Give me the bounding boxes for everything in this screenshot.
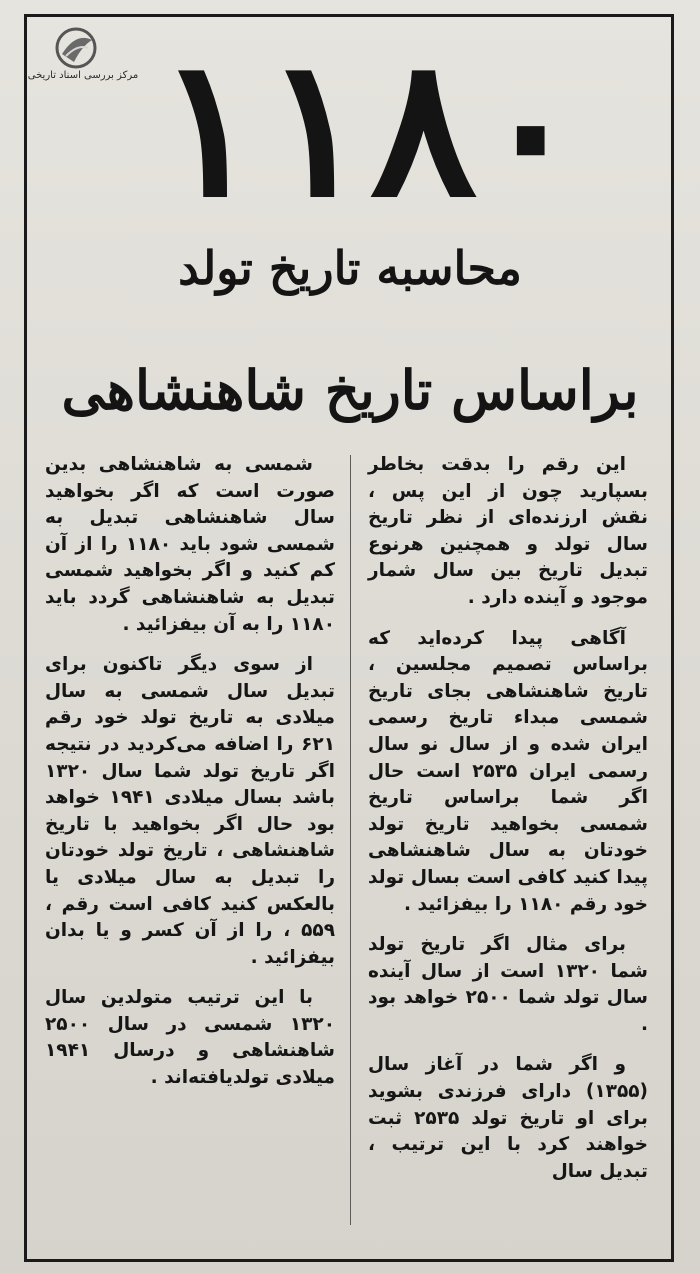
- paragraph: برای مثال اگر تاریخ تولد شما ۱۳۲۰ است از سال آینده سال تولد شما ۲۵۰۰ خواهد بود .: [368, 934, 649, 1035]
- paragraph: با این ترتیب متولدین سال ۱۳۲۰ شمسی در سال ۲۵۰۰ شاهنشاهی و درسال ۱۹۴۱ میلادی تولدیافته‌اند .: [45, 987, 335, 1089]
- paragraph: شمسی به شاهنشاهی بدین صورت است که اگر بخواهید سال شاهنشاهی تبدیل به شمسی شود باید ۱۱۸۰ را از آن کم کنید و اگر بخواهید شمسی تبدیل به شاهنشاهی گردد باید ۱۱۸۰ را به آن بیفزائید .: [45, 454, 335, 635]
- headline-subtitle: براساس تاریخ شاهنشاهی: [61, 358, 639, 422]
- paragraph: این رقم را بدقت بخاطر بسپارید چون از این پس ، نقش ارزنده‌ای از نظر تاریخ سال تولد و همچنین هرنوع تبدیل تاریخ بین سال شمار موجود و آینده دارد .: [368, 454, 648, 608]
- headline-number: ۱۱۸۰: [155, 16, 585, 239]
- paragraph: آگاهی پیدا کرده‌اید که براساس تصمیم مجلسین ، تاریخ شاهنشاهی بجای تاریخ شمسی مبداء تاریخ رسمی ایران شده و از سال نو سال رسمی ایران ۲۵۳۵ است حال اگر شما براساس تاریخ شمسی بخواهید تاریخ تولد خودتان به سال شاهنشاهی پیدا کنید کافی است بسال تولد خود رقم ۱۱۸۰ را بیفزائید .: [368, 627, 648, 915]
- paragraph: و اگر شما در آغاز سال (۱۳۵۵) دارای فرزندی بشوید برای او تاریخ تولد ۲۵۳۵ ثبت خواهند کرد با این ترتیب ، تبدیل سال: [368, 1054, 649, 1182]
- logo-caption: مرکز بررسی اسناد تاریخی: [27, 70, 139, 81]
- article-column-right: [368, 452, 648, 1199]
- headline-title: محاسبه تاریخ تولد: [178, 241, 522, 295]
- paragraph: از سوی دیگر تاکنون برای تبدیل سال شمسی به سال میلادی به تاریخ تولد خود رقم ۶۲۱ را اضافه می‌کردید در نتیجه اگر تاریخ تولد شما سال ۱۳۲۰ باشد بسال میلادی ۱۹۴۱ خواهد بود حال اگر بخواهید با تاریخ شاهنشاهی ، تاریخ تولد خودتان را تبدیل به سال میلادی یا بالعکس کنید کافی است رقم ، ۵۵۹ ، را از آن کسر و یا بدان بیفزائید .: [45, 654, 335, 968]
- column-divider: [350, 455, 351, 1225]
- archive-logo-icon: [52, 26, 100, 70]
- article-column-left: [45, 452, 335, 1106]
